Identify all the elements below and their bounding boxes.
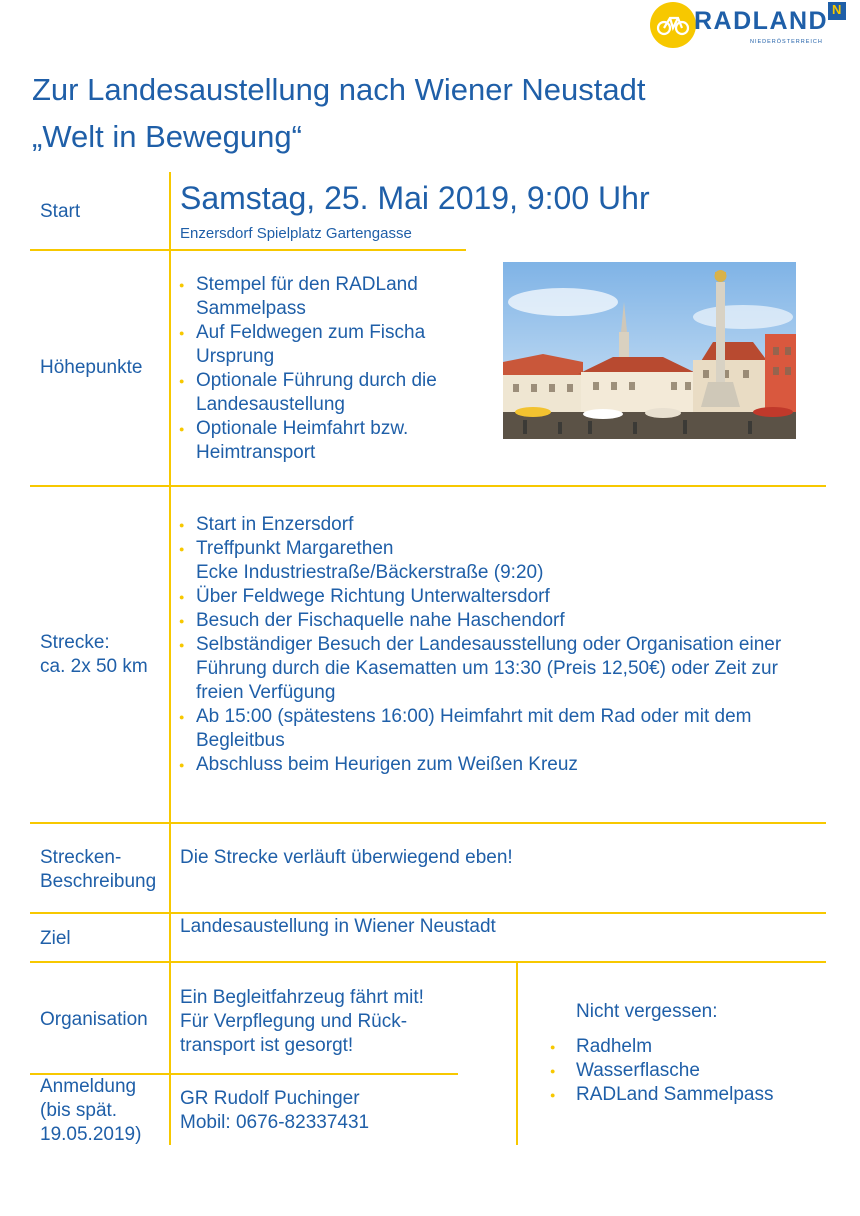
title-line-1: Zur Landesaustellung nach Wiener Neustadt [32, 72, 646, 107]
radland-logo [650, 2, 855, 52]
row-divider-route [30, 822, 826, 824]
description-label: Strecken- Beschreibung [40, 847, 157, 892]
row-divider-description [30, 912, 826, 914]
list-item: ● Treffpunkt Margarethen Ecke Industriestraße/Bäckerstraße (9:20) [179, 537, 829, 585]
list-item: ● Besuch der Fischaquelle nahe Haschendorf [179, 609, 829, 633]
column-divider [169, 172, 171, 1145]
reminder-list [550, 1035, 820, 1107]
start-location: Enzersdorf Spielplatz Gartengasse [180, 225, 412, 242]
organisation-text: Ein Begleitfahrzeug fährt mit! Für Verpflegung und Rück- transport ist gesorgt! [180, 987, 424, 1056]
organisation-label: Organisation [40, 1009, 148, 1030]
logo-wordmark: RADLAND [694, 7, 829, 35]
list-item: ● Start in Enzersdorf [179, 513, 829, 537]
row-divider-highlights [30, 485, 826, 487]
list-item: ● Stempel für den RADLand Sammelpass [179, 273, 479, 321]
start-label: Start [40, 201, 81, 222]
highlights-label: Höhepunkte [40, 357, 143, 378]
logo-subtitle: NIEDERÖSTERREICH [750, 39, 823, 45]
contact-phone: Mobil: 0676-82337431 [180, 1112, 370, 1133]
highlights-list [179, 273, 479, 465]
row-divider-goal [30, 961, 826, 963]
row-divider-start [30, 249, 466, 251]
list-item: ● Ab 15:00 (spätestens 16:00) Heimfahrt mit dem Rad oder mit dem Begleitbus [179, 705, 829, 753]
registration-label: Anmeldung (bis spät. 19.05.2019) [40, 1076, 142, 1145]
wiener-neustadt-photo [503, 262, 796, 439]
goal-text: Landesaustellung in Wiener Neustadt [180, 916, 496, 937]
start-date: Samstag, 25. Mai 2019, 9:00 Uhr [180, 180, 650, 216]
bicycle-icon [650, 2, 696, 48]
list-item: ● Wasserflasche [550, 1059, 820, 1083]
list-item: ● Selbständiger Besuch der Landesausstellung oder Organisation einer Führung durch die Kasematten um 13:30 (Preis 12,50€) oder Zeit zur freien Verfügung [179, 633, 829, 705]
list-item: ● Optionale Führung durch die Landesaustellung [179, 369, 479, 417]
registration-contact [180, 1087, 369, 1135]
list-item: ● Abschluss beim Heurigen zum Weißen Kreuz [179, 753, 829, 777]
reminder-heading: Nicht vergessen: [576, 1001, 718, 1022]
page-title [32, 66, 645, 160]
title-line-2: „Welt in Bewegung“ [32, 119, 302, 154]
list-item: ● Radhelm [550, 1035, 820, 1059]
route-label: Strecke: ca. 2x 50 km [40, 632, 148, 677]
description-text: Die Strecke verläuft überwiegend eben! [180, 847, 513, 868]
route-list [179, 513, 829, 777]
logo-flag: N [828, 2, 846, 20]
list-item: ● Über Feldwege Richtung Unterwaltersdorf [179, 585, 829, 609]
contact-name: GR Rudolf Puchinger [180, 1088, 360, 1109]
organisation-divider [516, 962, 518, 1145]
list-item: ● RADLand Sammelpass [550, 1083, 820, 1107]
list-item: ● Optionale Heimfahrt bzw. Heimtransport [179, 417, 479, 465]
goal-label: Ziel [40, 928, 71, 949]
list-item: ● Auf Feldwegen zum Fischa Ursprung [179, 321, 479, 369]
